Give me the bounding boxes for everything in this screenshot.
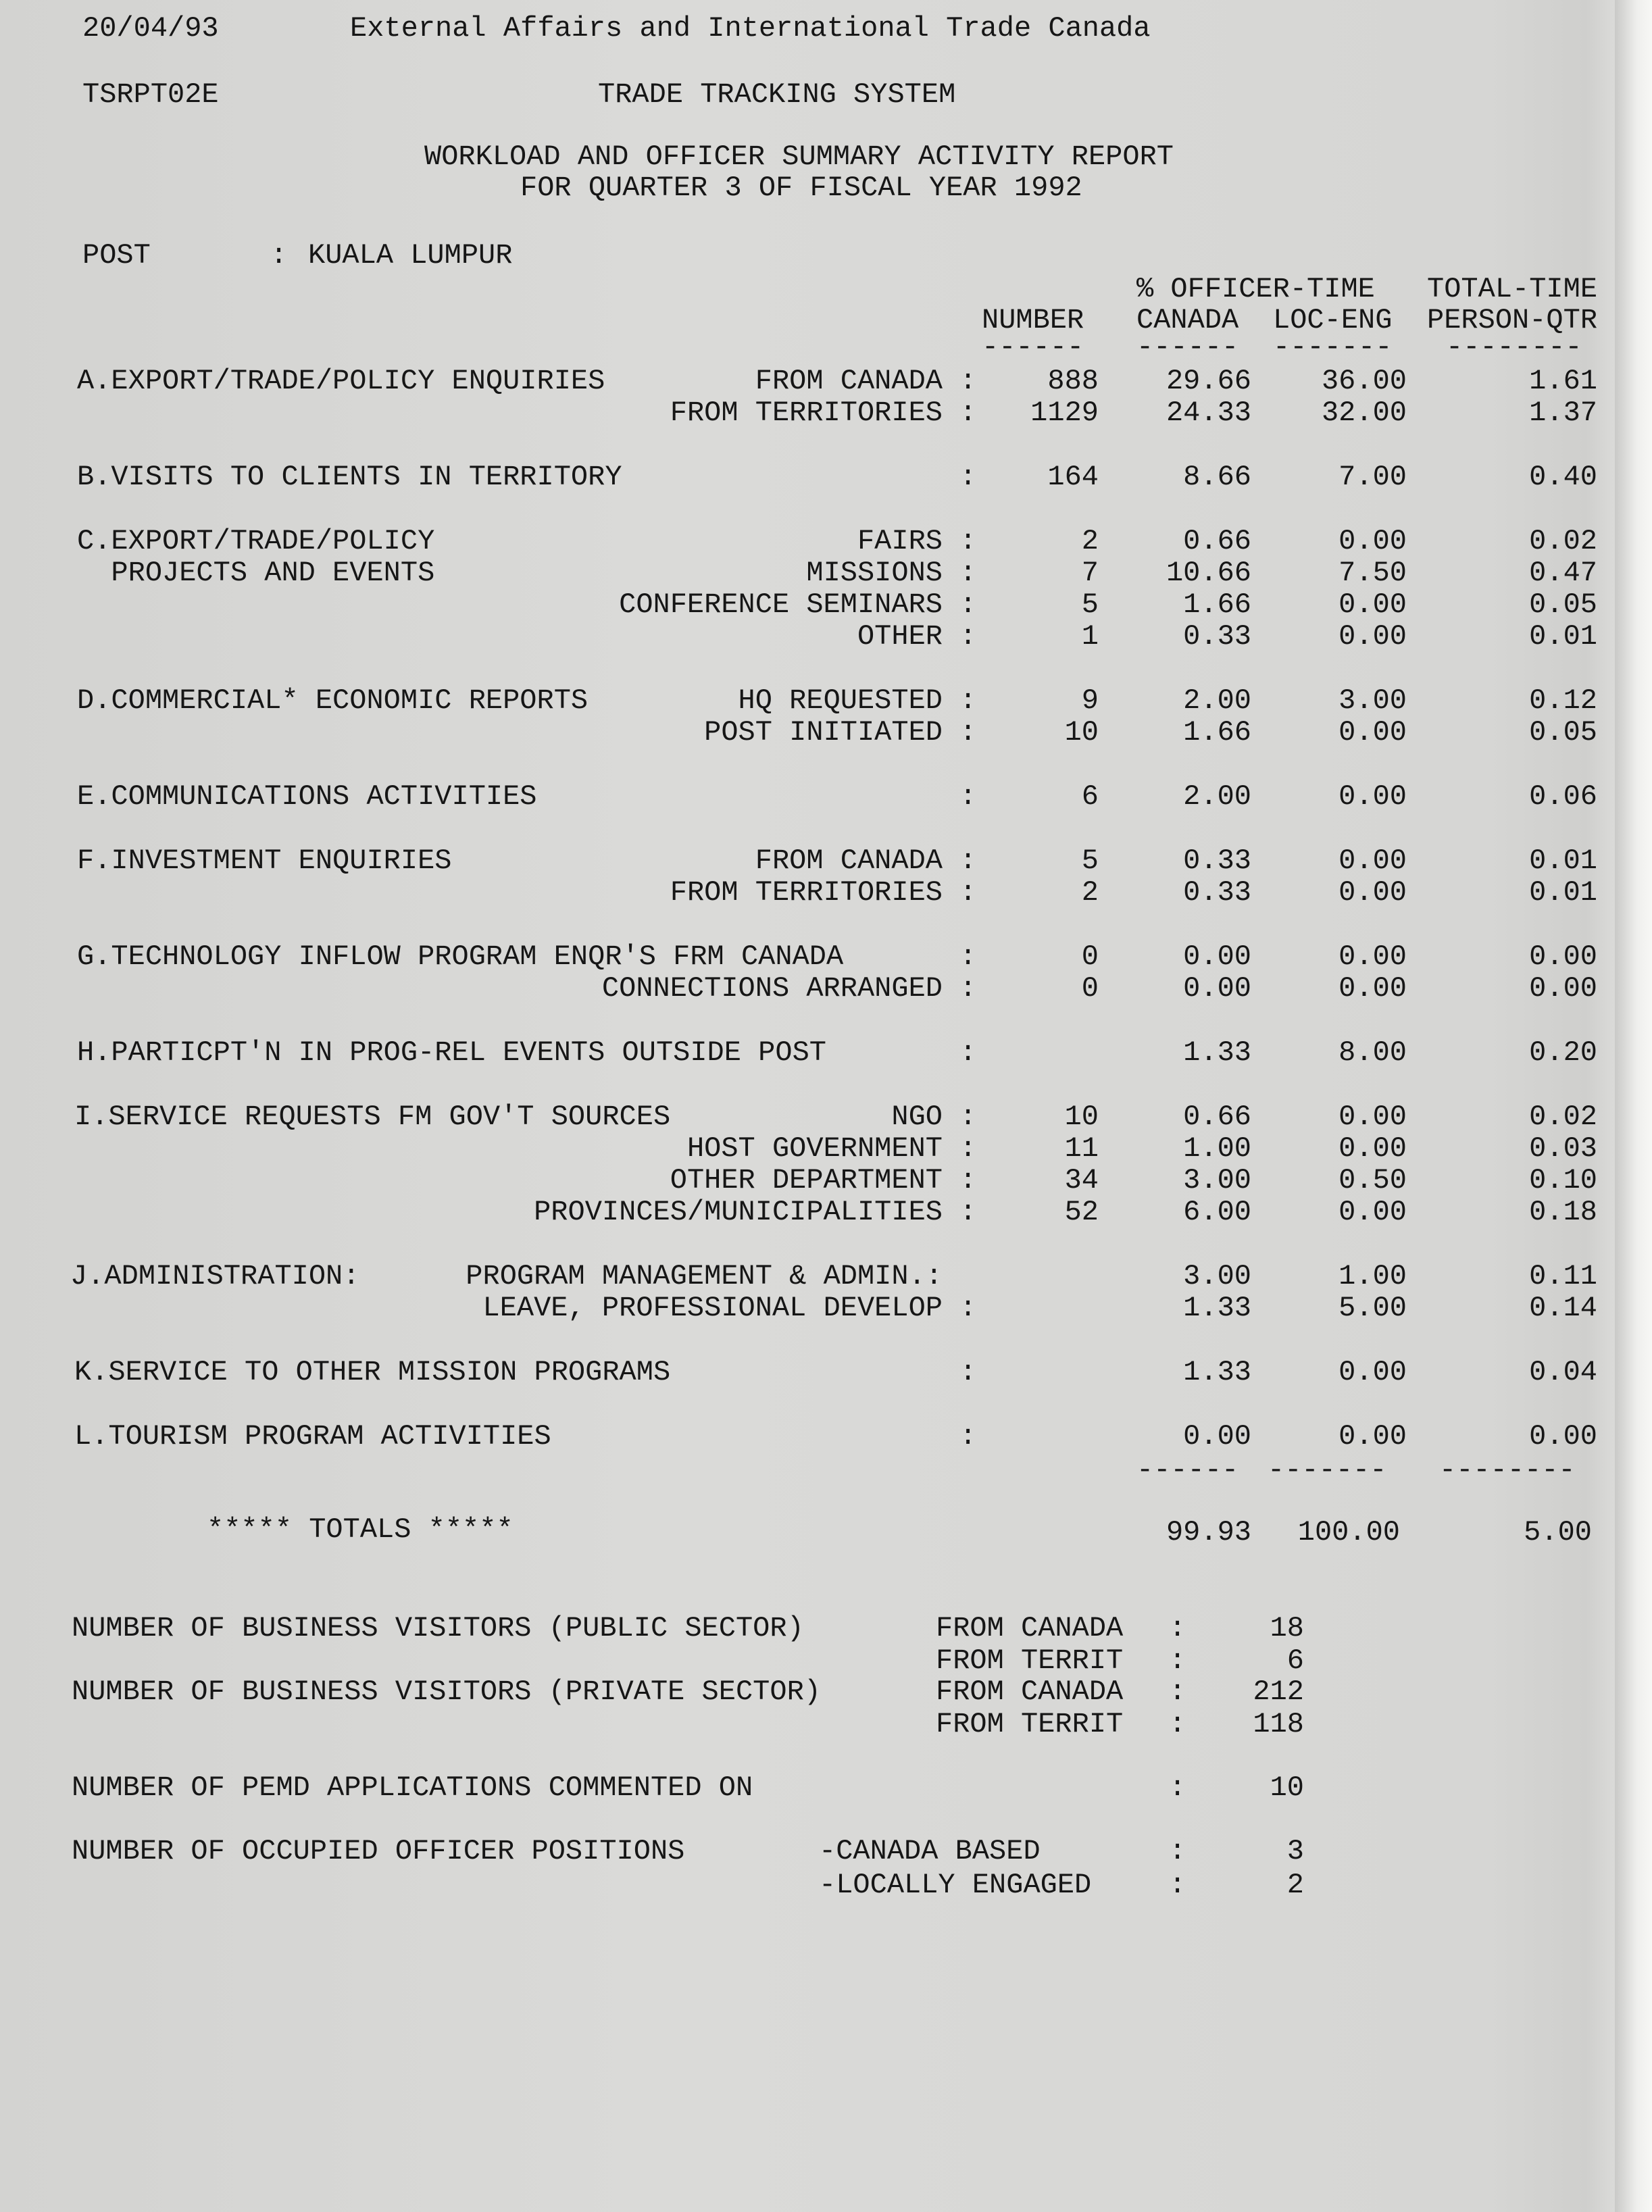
row-loc-eng: 3.00 [1338,684,1407,717]
row-canada: 0.00 [1183,1420,1251,1453]
row-canada: 8.66 [1183,461,1251,493]
col-person-qtr: PERSON-QTR [1427,304,1598,336]
row-person-qtr: 0.00 [1529,940,1597,973]
row-person-qtr: 0.40 [1529,461,1597,493]
row-sublabel: FROM CANADA [755,845,943,877]
row-person-qtr: 0.00 [1529,972,1597,1005]
row-colon: : [959,1196,977,1228]
row-person-qtr: 0.02 [1529,1101,1597,1133]
row-loc-eng: 0.50 [1338,1164,1407,1197]
row-canada: 1.66 [1183,588,1251,621]
row-person-qtr: 1.37 [1529,397,1597,429]
row-colon: : [959,1292,977,1324]
row-number: 888 [1047,365,1099,397]
row-sublabel: FROM TERRITORIES [670,397,943,429]
row-loc-eng: 7.00 [1338,461,1407,493]
row-sublabel: NGO [891,1101,943,1133]
row-label: F.INVESTMENT ENQUIRIES [77,845,452,877]
row-label: A.EXPORT/TRADE/POLICY ENQUIRIES [77,365,605,397]
row-canada: 1.33 [1183,1356,1251,1388]
summary-colon: : [1169,1676,1186,1708]
row-colon: : [959,1036,977,1069]
row-colon: : [959,845,977,877]
summary-sublabel: FROM CANADA [936,1612,1124,1644]
row-colon: : [959,1356,977,1388]
summary-sublabel: -LOCALLY ENGAGED [819,1869,1092,1901]
row-person-qtr: 1.61 [1529,365,1597,397]
row-colon: : [959,525,977,557]
row-sublabel: LEAVE, PROFESSIONAL DEVELOP [482,1292,943,1324]
row-loc-eng: 0.00 [1338,940,1407,973]
row-loc-eng: 8.00 [1338,1036,1407,1069]
row-colon: : [959,620,977,653]
row-sublabel: MISSIONS [806,557,943,589]
summary-colon: : [1169,1708,1186,1740]
row-loc-eng: 7.50 [1338,557,1407,589]
summary-value: 6 [1286,1644,1304,1677]
col-person-qtr-rule: -------- [1446,331,1582,363]
summary-value: 212 [1253,1676,1304,1708]
summary-colon: : [1169,1835,1186,1867]
post-separator: : [270,239,288,272]
row-number: 2 [1081,525,1099,557]
totals-person-qtr-rule: -------- [1439,1454,1576,1486]
row-colon: : [959,1101,977,1133]
row-label: L.TOURISM PROGRAM ACTIVITIES [74,1420,551,1453]
row-label: H.PARTICPT'N IN PROG-REL EVENTS OUTSIDE POST [77,1036,826,1069]
summary-value: 10 [1270,1771,1304,1804]
row-sublabel: PROVINCES/MUNICIPALITIES [534,1196,943,1228]
row-person-qtr: 0.14 [1529,1292,1597,1324]
summary-colon: : [1169,1869,1186,1901]
row-person-qtr: 0.10 [1529,1164,1597,1197]
summary-sublabel: FROM CANADA [936,1676,1124,1708]
row-number: 6 [1081,780,1099,813]
row-person-qtr: 0.00 [1529,1420,1597,1453]
row-colon: : [959,1164,977,1197]
row-loc-eng: 0.00 [1338,845,1407,877]
row-loc-eng: 0.00 [1338,876,1407,909]
row-loc-eng: 0.00 [1338,1196,1407,1228]
row-label: C.EXPORT/TRADE/POLICY [77,525,435,557]
summary-value: 2 [1286,1869,1304,1901]
row-colon: : [959,588,977,621]
row-label: J.ADMINISTRATION: [70,1260,360,1292]
page-edge-shadow [1615,0,1652,2212]
col-loc-eng: LOC-ENG [1273,304,1393,336]
row-number: 1 [1081,620,1099,653]
summary-label: NUMBER OF PEMD APPLICATIONS COMMENTED ON [72,1771,753,1804]
row-number: 164 [1047,461,1099,493]
row-number: 10 [1064,1101,1099,1133]
post-label: POST [82,239,151,272]
row-person-qtr: 0.02 [1529,525,1597,557]
row-number: 5 [1081,845,1099,877]
col-canada: CANADA [1136,304,1239,336]
row-canada: 1.33 [1183,1036,1251,1069]
row-loc-eng: 1.00 [1338,1260,1407,1292]
row-loc-eng: 36.00 [1321,365,1407,397]
totals-label: ***** TOTALS ***** [207,1513,514,1546]
summary-sublabel: -CANADA BASED [819,1835,1041,1867]
row-canada: 2.00 [1183,780,1251,813]
row-label: K.SERVICE TO OTHER MISSION PROGRAMS [74,1356,671,1388]
row-loc-eng: 0.00 [1338,588,1407,621]
summary-value: 118 [1253,1708,1304,1740]
summary-colon: : [1169,1612,1186,1644]
row-sublabel: FAIRS [857,525,943,557]
summary-label: NUMBER OF BUSINESS VISITORS (PRIVATE SECTOR) [72,1676,821,1708]
row-canada: 3.00 [1183,1260,1251,1292]
col-officer-time: % OFFICER-TIME [1136,273,1375,305]
row-canada: 0.66 [1183,1101,1251,1133]
totals-person-qtr: 5.00 [1524,1516,1592,1549]
row-canada: 0.33 [1183,876,1251,909]
row-person-qtr: 0.06 [1529,780,1597,813]
row-label: G.TECHNOLOGY INFLOW PROGRAM ENQR'S FRM CANADA [77,940,844,973]
row-person-qtr: 0.05 [1529,716,1597,749]
summary-sublabel: FROM TERRIT [936,1708,1124,1740]
row-colon: : [959,684,977,717]
summary-value: 3 [1286,1835,1304,1867]
row-canada: 10.66 [1166,557,1251,589]
row-loc-eng: 0.00 [1338,1101,1407,1133]
row-sublabel: CONFERENCE SEMINARS [619,588,943,621]
row-canada: 24.33 [1166,397,1251,429]
row-colon: : [959,972,977,1005]
col-loc-eng-rule: ------- [1273,331,1393,363]
row-person-qtr: 0.18 [1529,1196,1597,1228]
report-title-line2: FOR QUARTER 3 OF FISCAL YEAR 1992 [520,172,1082,204]
row-sublabel: OTHER DEPARTMENT [670,1164,943,1197]
row-loc-eng: 0.00 [1338,620,1407,653]
row-number: 10 [1064,716,1099,749]
row-label: B.VISITS TO CLIENTS IN TERRITORY [77,461,622,493]
row-sublabel: CONNECTIONS ARRANGED [601,972,943,1005]
row-number: 52 [1064,1196,1099,1228]
row-sublabel: FROM CANADA [755,365,943,397]
row-loc-eng: 0.00 [1338,1132,1407,1165]
report-title-line1: WORKLOAD AND OFFICER SUMMARY ACTIVITY REPORT [424,141,1174,173]
row-number: 0 [1081,972,1099,1005]
row-sublabel: PROGRAM MANAGEMENT & ADMIN.: [466,1260,943,1292]
row-colon: : [959,365,977,397]
row-loc-eng: 32.00 [1321,397,1407,429]
summary-label: NUMBER OF BUSINESS VISITORS (PUBLIC SECTOR) [72,1612,804,1644]
row-label: E.COMMUNICATIONS ACTIVITIES [77,780,537,813]
row-canada: 1.33 [1183,1292,1251,1324]
totals-canada: 99.93 [1166,1516,1251,1549]
row-canada: 0.00 [1183,940,1251,973]
report-date: 20/04/93 [82,12,219,45]
row-sublabel: OTHER [857,620,943,653]
row-person-qtr: 0.01 [1529,620,1597,653]
row-label: PROJECTS AND EVENTS [77,557,435,589]
summary-value: 18 [1270,1612,1304,1644]
row-canada: 3.00 [1183,1164,1251,1197]
row-colon: : [959,557,977,589]
row-colon: : [959,716,977,749]
row-number: 5 [1081,588,1099,621]
row-canada: 0.00 [1183,972,1251,1005]
row-colon: : [959,1132,977,1165]
row-colon: : [959,876,977,909]
organization-name: External Affairs and International Trade Canada [350,12,1151,45]
row-sublabel: FROM TERRITORIES [670,876,943,909]
summary-label: NUMBER OF OCCUPIED OFFICER POSITIONS [72,1835,685,1867]
row-loc-eng: 0.00 [1338,972,1407,1005]
row-label: I.SERVICE REQUESTS FM GOV'T SOURCES [74,1101,671,1133]
post-value: KUALA LUMPUR [308,239,513,272]
row-loc-eng: 0.00 [1338,780,1407,813]
row-person-qtr: 0.04 [1529,1356,1597,1388]
row-colon: : [959,461,977,493]
row-canada: 1.00 [1183,1132,1251,1165]
row-person-qtr: 0.11 [1529,1260,1597,1292]
row-colon: : [959,397,977,429]
row-canada: 29.66 [1166,365,1251,397]
row-number: 34 [1064,1164,1099,1197]
row-sublabel: HOST GOVERNMENT [686,1132,943,1165]
col-total-time: TOTAL-TIME [1427,273,1598,305]
row-loc-eng: 0.00 [1338,525,1407,557]
summary-colon: : [1169,1771,1186,1804]
totals-canada-rule: ------ [1136,1454,1239,1486]
row-person-qtr: 0.03 [1529,1132,1597,1165]
row-number: 1129 [1030,397,1099,429]
system-name: TRADE TRACKING SYSTEM [598,78,956,111]
row-colon: : [959,940,977,973]
row-canada: 1.66 [1183,716,1251,749]
row-number: 9 [1081,684,1099,717]
row-colon: : [959,1420,977,1453]
row-person-qtr: 0.20 [1529,1036,1597,1069]
row-sublabel: HQ REQUESTED [738,684,943,717]
row-sublabel: POST INITIATED [704,716,943,749]
row-colon: : [959,780,977,813]
report-code: TSRPT02E [82,78,219,111]
summary-sublabel: FROM TERRIT [936,1644,1124,1677]
row-canada: 6.00 [1183,1196,1251,1228]
col-number: NUMBER [982,304,1084,336]
row-person-qtr: 0.01 [1529,876,1597,909]
col-number-rule: ------ [982,331,1084,363]
row-canada: 0.66 [1183,525,1251,557]
summary-colon: : [1169,1644,1186,1677]
row-label: D.COMMERCIAL* ECONOMIC REPORTS [77,684,589,717]
totals-loc-eng: 100.00 [1297,1516,1400,1549]
row-canada: 0.33 [1183,620,1251,653]
row-loc-eng: 5.00 [1338,1292,1407,1324]
row-canada: 2.00 [1183,684,1251,717]
row-number: 0 [1081,940,1099,973]
row-person-qtr: 0.01 [1529,845,1597,877]
row-loc-eng: 0.00 [1338,716,1407,749]
row-loc-eng: 0.00 [1338,1420,1407,1453]
row-canada: 0.33 [1183,845,1251,877]
row-person-qtr: 0.05 [1529,588,1597,621]
totals-loc-eng-rule: ------- [1268,1454,1387,1486]
row-number: 7 [1081,557,1099,589]
row-number: 11 [1064,1132,1099,1165]
row-loc-eng: 0.00 [1338,1356,1407,1388]
row-person-qtr: 0.12 [1529,684,1597,717]
row-number: 2 [1081,876,1099,909]
col-canada-rule: ------ [1136,331,1239,363]
row-person-qtr: 0.47 [1529,557,1597,589]
